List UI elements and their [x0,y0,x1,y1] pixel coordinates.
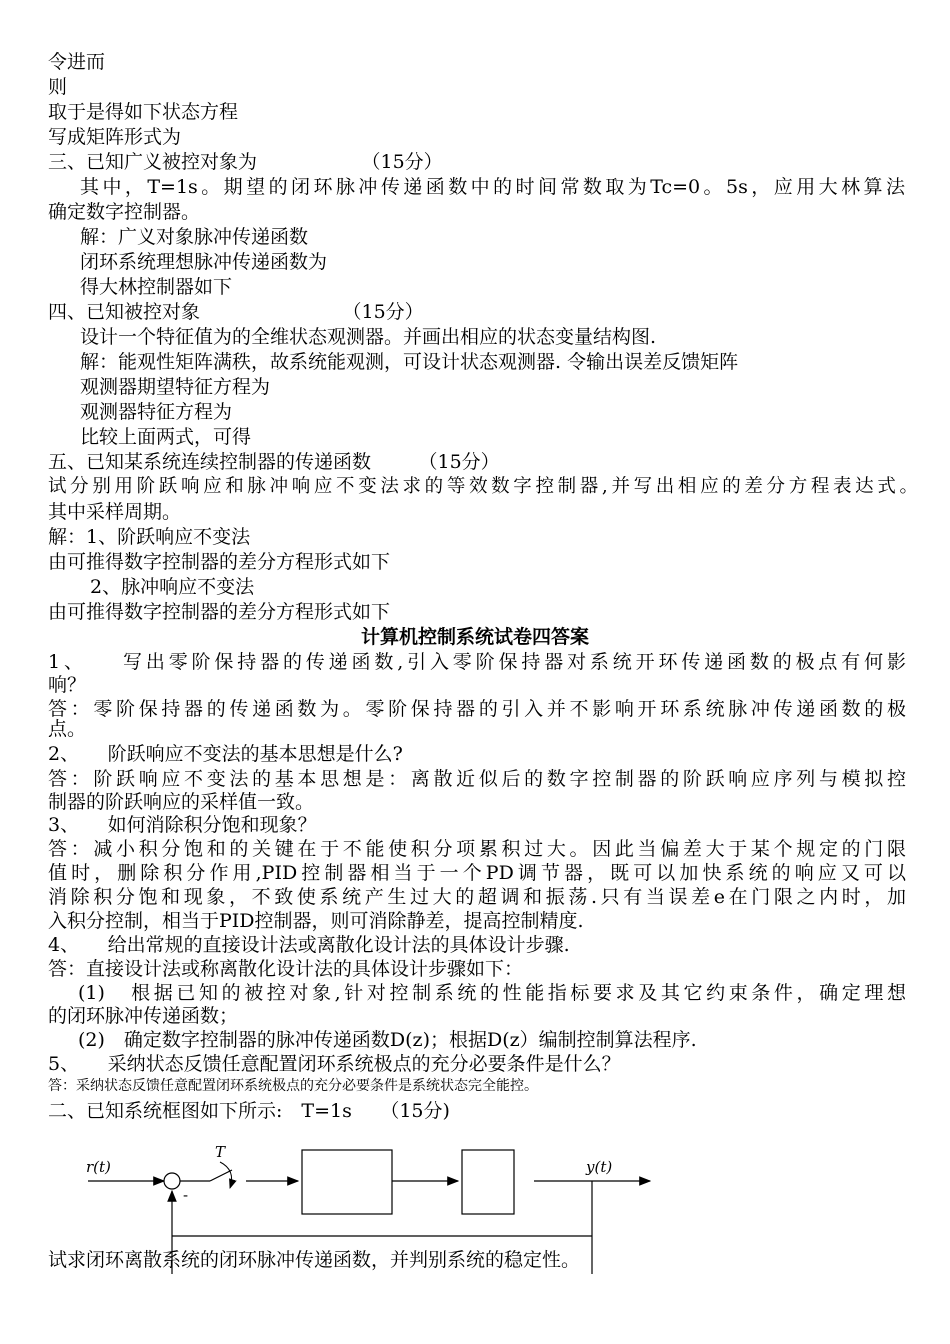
sampler-switch [210,1170,232,1181]
text-line: 解：能观性矩阵满秩，故系统能观测，可设计状态观测器. 令输出误差反馈矩阵 [80,351,739,373]
question-2: 2、 阶跃响应不变法的基本思想是什么? [48,743,403,765]
text-line: 由可推得数字控制器的差分方程形式如下 [48,551,391,573]
answer-3-cont: 入积分控制，相当于PID控制器，则可消除静差，提高控制精度. [48,910,584,932]
block-1 [302,1150,392,1214]
text-line: 解：1、阶跃响应不变法 [48,526,251,548]
answer-2-cont: 制器的阶跃响应的采样值一致。 [48,791,315,813]
section-heading-3: 三、已知广义被控对象为 （15分） [48,151,443,173]
question-4: 4、 给出常规的直接设计法或离散化设计法的具体设计步骤. [48,934,570,956]
text-line: 观测器期望特征方程为 [80,376,271,398]
answer-3: 答：减小积分饱和的关键在于不能使积分项累积过大。因此当偏差大于某个规定的门限 [48,838,906,860]
section-heading-5: 五、已知某系统连续控制器的传递函数 （15分） [48,451,500,473]
text-line: 试分别用阶跃响应和脉冲响应不变法求的等效数字控制器,并写出相应的差分方程表达式。 [48,476,918,497]
question-5: 5、 采纳状态反馈任意配置闭环系统极点的充分必要条件是什么？ [48,1053,621,1075]
text-line: 比较上面两式，可得 [80,426,252,448]
text-line: 确定数字控制器。 [48,201,201,223]
answer-3-cont: 消除积分饱和现象，不致使系统产生过大的超调和振荡.只有当误差e在门限之内时，加 [48,886,906,908]
section-heading-2: 二、已知系统框图如下所示: T=1s （15分) [48,1100,450,1122]
answer-3-cont: 值时，删除积分作用,PID控制器相当于一个PD调节器，既可以加快系统的响应又可以 [48,862,906,884]
answer-4-step-2: (2) 确定数字控制器的脉冲传递函数D(z)；根据D(z）编制控制算法程序. [78,1029,697,1051]
text-line: 取于是得如下状态方程 [48,101,239,123]
question-1: 1、 写出零阶保持器的传递函数,引入零阶保持器对系统开环传递函数的极点有何影 [48,651,906,673]
text-line: 由可推得数字控制器的差分方程形式如下 [48,601,391,623]
text-line: 写成矩阵形式为 [48,126,182,148]
sampler-label: T [215,1143,226,1161]
question-3: 3、 如何消除积分饱和现象？ [48,814,317,836]
text-line: 闭环系统理想脉冲传递函数为 [80,251,328,273]
text-line: 试求闭环离散系统的闭环脉冲传递函数，并判别系统的稳定性。 [48,1249,581,1271]
minus-sign: - [183,1186,189,1204]
output-label: y(t) [586,1158,613,1176]
text-line: 令进而 [48,51,106,73]
answer-1: 答：零阶保持器的传递函数为。零阶保持器的引入并不影响开环系统脉冲传递函数的极 [48,698,906,720]
input-label: r(t) [86,1158,111,1176]
answer-4-step-1-cont: 的闭环脉冲传递函数； [48,1005,239,1027]
text-line: 解：广义对象脉冲传递函数 [80,226,309,248]
text-line: 得大林控制器如下 [80,276,233,298]
question-1-cont: 响？ [48,674,87,696]
text-line: 观测器特征方程为 [80,401,233,423]
page-title: 计算机控制系统试卷四答案 [360,626,589,648]
text-line: 其中，T=1s。期望的闭环脉冲传递函数中的时间常数取为Tc=0。5s，应用大林算法 [80,176,905,198]
section-heading-4: 四、已知被控对象 （15分） [48,301,424,323]
answer-2: 答：阶跃响应不变法的基本思想是：离散近似后的数字控制器的阶跃响应序列与模拟控 [48,768,906,790]
text-line: 设计一个特征值为的全维状态观测器。并画出相应的状态变量结构图. [80,326,657,348]
answer-1-cont: 点。 [48,718,87,740]
answer-4-step-1: (1) 根据已知的被控对象,针对控制系统的性能指标要求及其它约束条件，确定理想 [78,982,906,1004]
text-line: 则 [48,76,68,98]
answer-4: 答：直接设计法或称离散化设计法的具体设计步骤如下： [48,958,524,980]
summing-junction [164,1173,180,1189]
answer-5: 答：采纳状态反馈任意配置闭环系统极点的充分必要条件是系统状态完全能控。 [48,1078,538,1094]
text-line: 其中采样周期。 [48,501,182,523]
text-line: 2、脉冲响应不变法 [90,576,255,598]
block-2 [462,1150,514,1214]
